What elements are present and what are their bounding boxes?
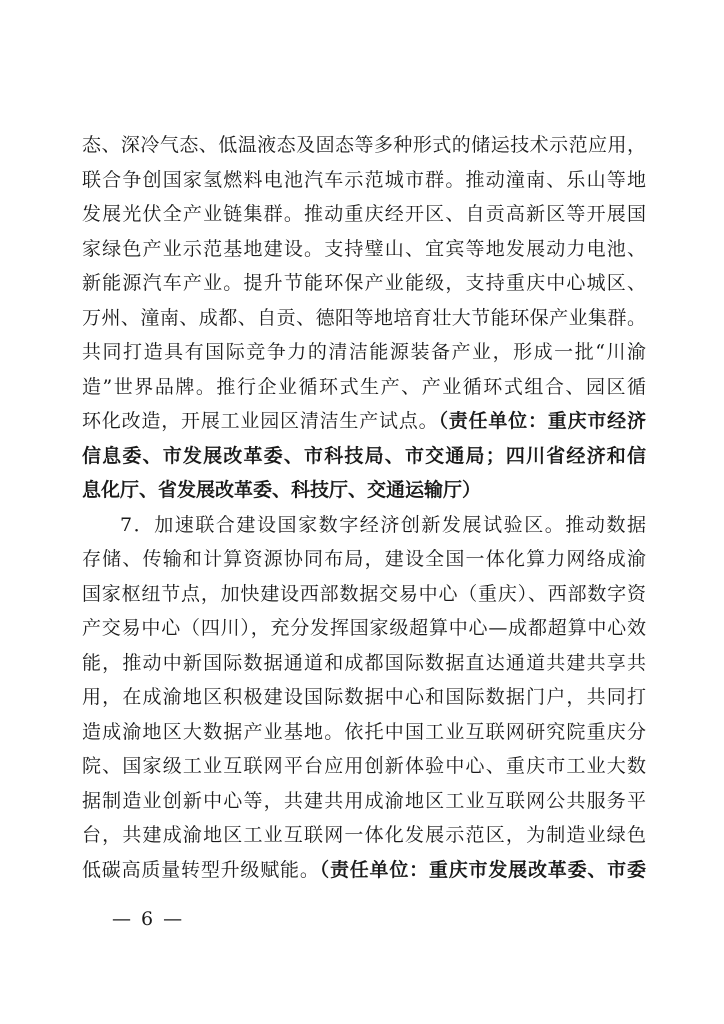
text-line: 院、国家级工业互联网平台应用创新体验中心、重庆市工业大数 [82, 755, 646, 777]
text-line: 息化厅、省发展改革委、科技厅、交通运输厅） [82, 479, 482, 501]
text-line: 新能源汽车产业。提升节能环保产业能级，支持重庆中心城区、 [82, 272, 646, 294]
text-line: 家绿色产业示范基地建设。支持璧山、宜宾等地发展动力电池、 [82, 237, 646, 260]
text-line: 信息委、市发展改革委、市科技局、市交通局；四川省经济和信 [82, 444, 646, 467]
text-line: 联合争创国家氢燃料电池汽车示范城市群。推动潼南、乐山等地 [82, 168, 646, 191]
responsibility-units: （责任单位：重庆市发展改革委、市委 [319, 858, 646, 881]
text-line: 造成渝地区大数据产业基地。依托中国工业互联网研究院重庆分 [82, 720, 646, 743]
text-line: 产交易中心（四川），充分发挥国家级超算中心—成都超算中心效 [82, 617, 646, 639]
text-line: 造”世界品牌。推行企业循环式生产、产业循环式组合、园区循 [82, 375, 646, 398]
text-line: 国家枢纽节点，加快建设西部数据交易中心（重庆）、西部数字资 [82, 582, 646, 605]
text-line [82, 404, 646, 439]
responsibility-units: （责任单位：重庆市经济 [438, 410, 646, 432]
text-line: 台，共建成渝地区工业互联网一体化发展示范区，为制造业绿色 [82, 824, 646, 846]
text-segment: 低碳高质量转型升级赋能。 [82, 858, 320, 881]
text-line: 用，在成渝地区积极建设国际数据中心和国际数据门户，共同打 [82, 686, 646, 708]
text-line: 存储、传输和计算资源协同布局，建设全国一体化算力网络成渝 [82, 548, 646, 570]
text-line: 万州、潼南、成都、自贡、德阳等地培育壮大节能环保产业集群。 [82, 306, 646, 329]
text-line: 发展光伏全产业链集群。推动重庆经开区、自贡高新区等开展国 [82, 203, 646, 225]
body-text [82, 128, 646, 887]
text-line: 态、深冷气态、低温液态及固态等多种形式的储运技术示范应用， [82, 134, 646, 156]
page-number: — 6 — [112, 908, 185, 930]
text-line [82, 853, 646, 888]
text-line: 据制造业创新中心等，共建共用成渝地区工业互联网公共服务平 [82, 789, 646, 812]
text-line: 共同打造具有国际竞争力的清洁能源装备产业，形成一批“川渝 [82, 341, 646, 363]
section-heading-line: 7．加速联合建设国家数字经济创新发展试验区。推动数据 [120, 513, 646, 536]
text-line: 能，推动中新国际数据通道和成都国际数据直达通道共建共享共 [82, 651, 646, 674]
text-segment: 环化改造，开展工业园区清洁生产试点。 [82, 410, 439, 432]
